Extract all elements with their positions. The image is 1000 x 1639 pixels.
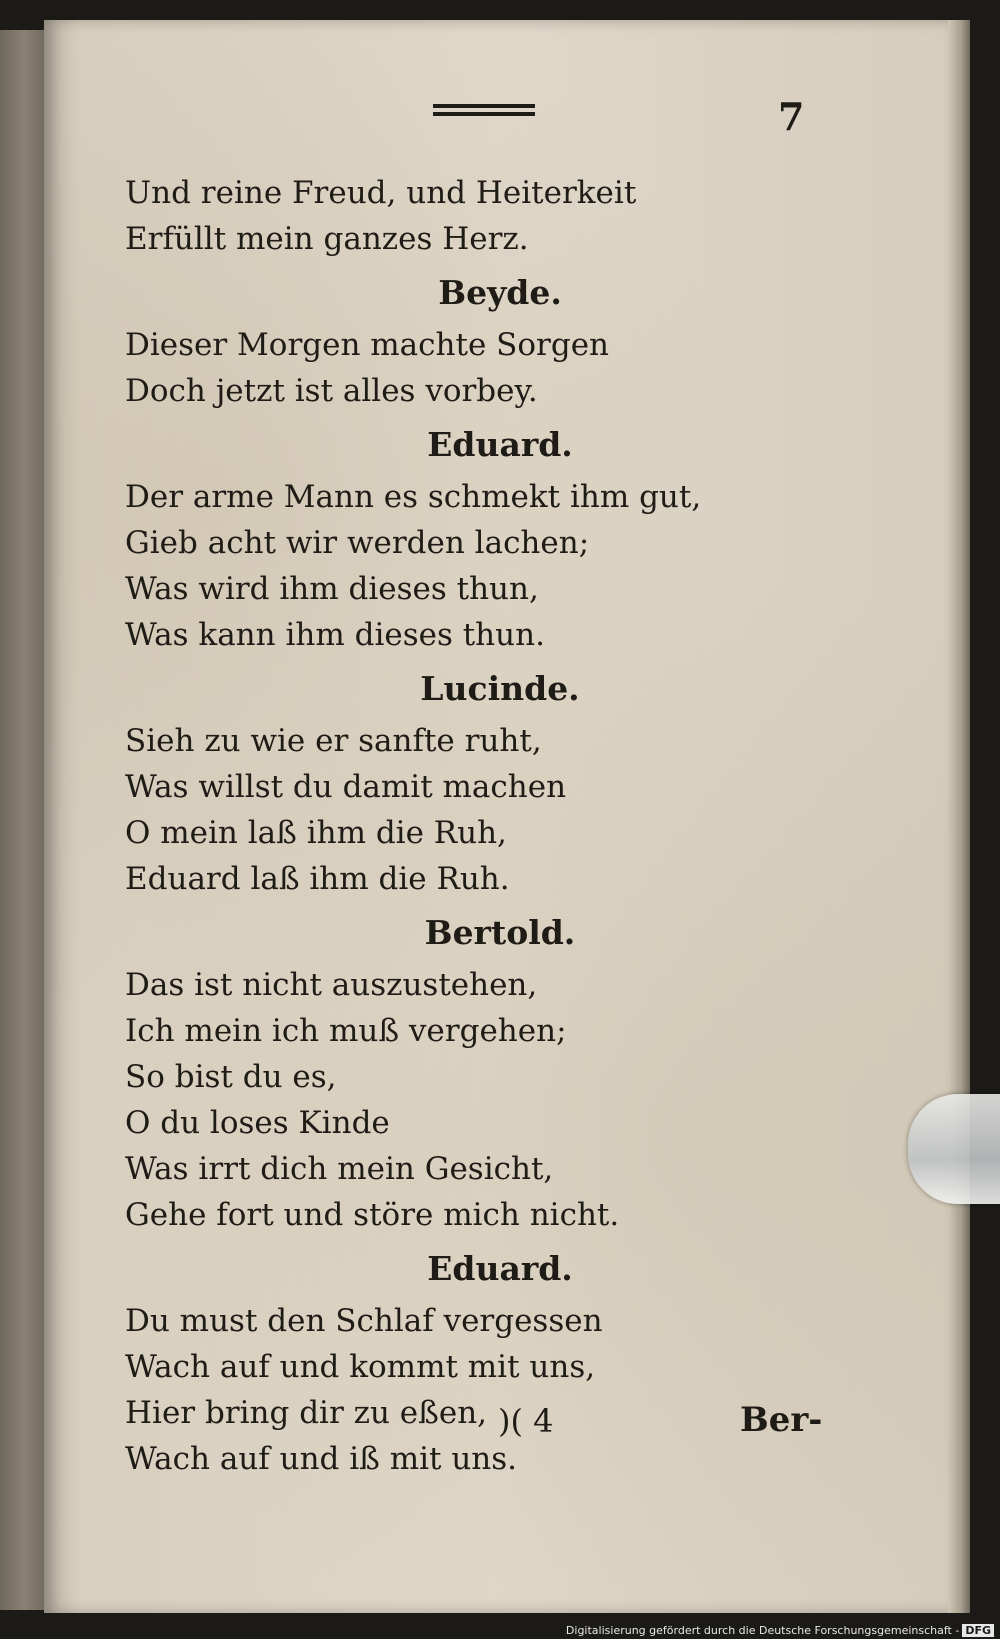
header-rule: [433, 104, 535, 118]
verse-line: Der arme Mann es schmekt ihm gut,: [125, 479, 702, 515]
verse-line: Doch jetzt ist alles vorbey.: [125, 373, 538, 409]
verse-line: Hier bring dir zu eßen,: [125, 1395, 488, 1431]
verse-block: [125, 268, 765, 414]
verse-line: Das ist nicht auszustehen,: [125, 967, 538, 1003]
verse-line: Dieser Morgen machte Sorgen: [125, 327, 610, 363]
catchword: Ber-: [740, 1400, 823, 1440]
verse-line: Ich mein ich muß vergehen;: [125, 1013, 567, 1049]
speaker-heading: Bertold.: [424, 913, 576, 952]
verse-block: [125, 420, 765, 658]
speaker-heading: Lucinde.: [420, 669, 580, 708]
verse-block: [125, 170, 765, 262]
verse-line: Wach auf und iß mit uns.: [125, 1441, 518, 1477]
dfg-logo: DFG: [962, 1624, 994, 1637]
verse-line: Und reine Freud, und Heiterkeit: [125, 175, 637, 211]
verse-block: [125, 664, 765, 902]
verse-line: So bist du es,: [125, 1059, 337, 1095]
verse-line: Was irrt dich mein Gesicht,: [125, 1151, 554, 1187]
page-stack-edge: [948, 20, 970, 1613]
verse-line: Du must den Schlaf vergessen: [125, 1303, 603, 1339]
speaker-heading: Eduard.: [427, 1249, 573, 1288]
speaker-heading: Eduard.: [427, 425, 573, 464]
verse-line: Was willst du damit machen: [125, 769, 567, 805]
verse-line: Was kann ihm dieses thun.: [125, 617, 545, 653]
verse-line: Erfüllt mein ganzes Herz.: [125, 221, 529, 257]
verse-line: Gehe fort und störe mich nicht.: [125, 1197, 620, 1233]
verse-line: O du loses Kinde: [125, 1105, 390, 1141]
poem-text: [125, 170, 765, 1482]
speaker-heading: Beyde.: [438, 273, 562, 312]
verse-line: Gieb acht wir werden lachen;: [125, 525, 590, 561]
verse-line: Wach auf und kommt mit uns,: [125, 1349, 596, 1385]
credit-text: Digitalisierung gefördert durch die Deutsche Forschungsgemeinschaft -: [565, 1624, 960, 1637]
page-number: 7: [778, 94, 805, 139]
page-clip: [908, 1094, 1000, 1204]
verse-block: [125, 1244, 765, 1482]
verse-line: O mein laß ihm die Ruh,: [125, 815, 507, 851]
verse-line: Eduard laß ihm die Ruh.: [125, 861, 510, 897]
verse-line: Sieh zu wie er sanfte ruht,: [125, 723, 542, 759]
verse-line: Was wird ihm dieses thun,: [125, 571, 539, 607]
verse-block: [125, 908, 765, 1238]
signature-mark: )( 4: [498, 1402, 554, 1440]
digitization-credit: [566, 1624, 994, 1637]
